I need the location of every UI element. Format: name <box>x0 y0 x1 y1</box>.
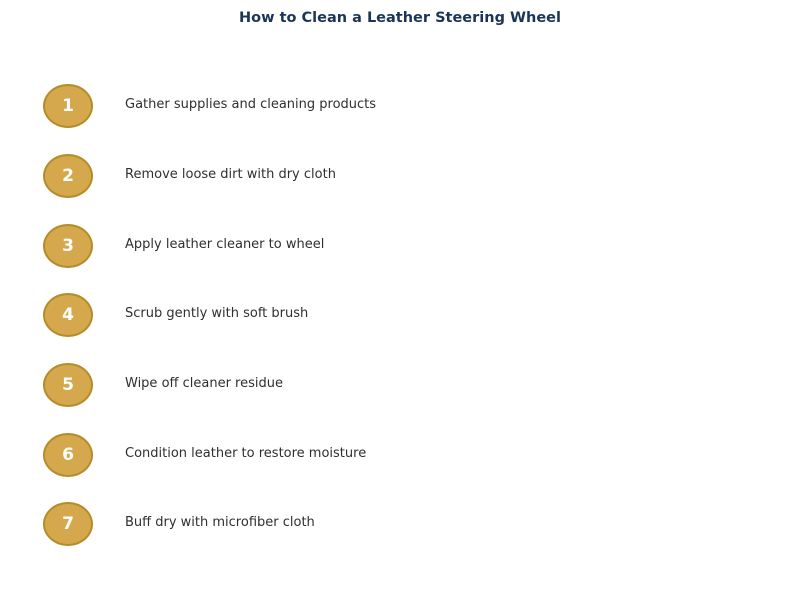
step-item <box>0 433 800 477</box>
step-label: Apply leather cleaner to wheel <box>125 237 325 252</box>
step-number-badge <box>43 293 93 337</box>
step-number: 1 <box>62 96 74 116</box>
step-number: 6 <box>62 445 74 465</box>
step-number: 5 <box>62 375 74 395</box>
step-label: Condition leather to restore moisture <box>125 446 367 461</box>
step-item <box>0 363 800 407</box>
step-number: 4 <box>62 305 74 325</box>
step-item <box>0 293 800 337</box>
page-title: How to Clean a Leather Steering Wheel <box>239 10 561 26</box>
step-number-badge <box>43 433 93 477</box>
step-number-badge <box>43 363 93 407</box>
step-item <box>0 502 800 546</box>
step-number: 3 <box>62 236 74 256</box>
step-number-badge <box>43 84 93 128</box>
step-item <box>0 84 800 128</box>
step-label: Gather supplies and cleaning products <box>125 97 377 112</box>
step-number: 2 <box>62 166 74 186</box>
step-number: 7 <box>62 514 74 534</box>
step-item <box>0 224 800 268</box>
step-label: Wipe off cleaner residue <box>125 376 283 391</box>
step-item <box>0 154 800 198</box>
step-label: Scrub gently with soft brush <box>125 306 309 321</box>
step-label: Remove loose dirt with dry cloth <box>125 167 336 182</box>
step-label: Buff dry with microfiber cloth <box>125 515 315 530</box>
step-number-badge <box>43 224 93 268</box>
step-number-badge <box>43 502 93 546</box>
step-number-badge <box>43 154 93 198</box>
